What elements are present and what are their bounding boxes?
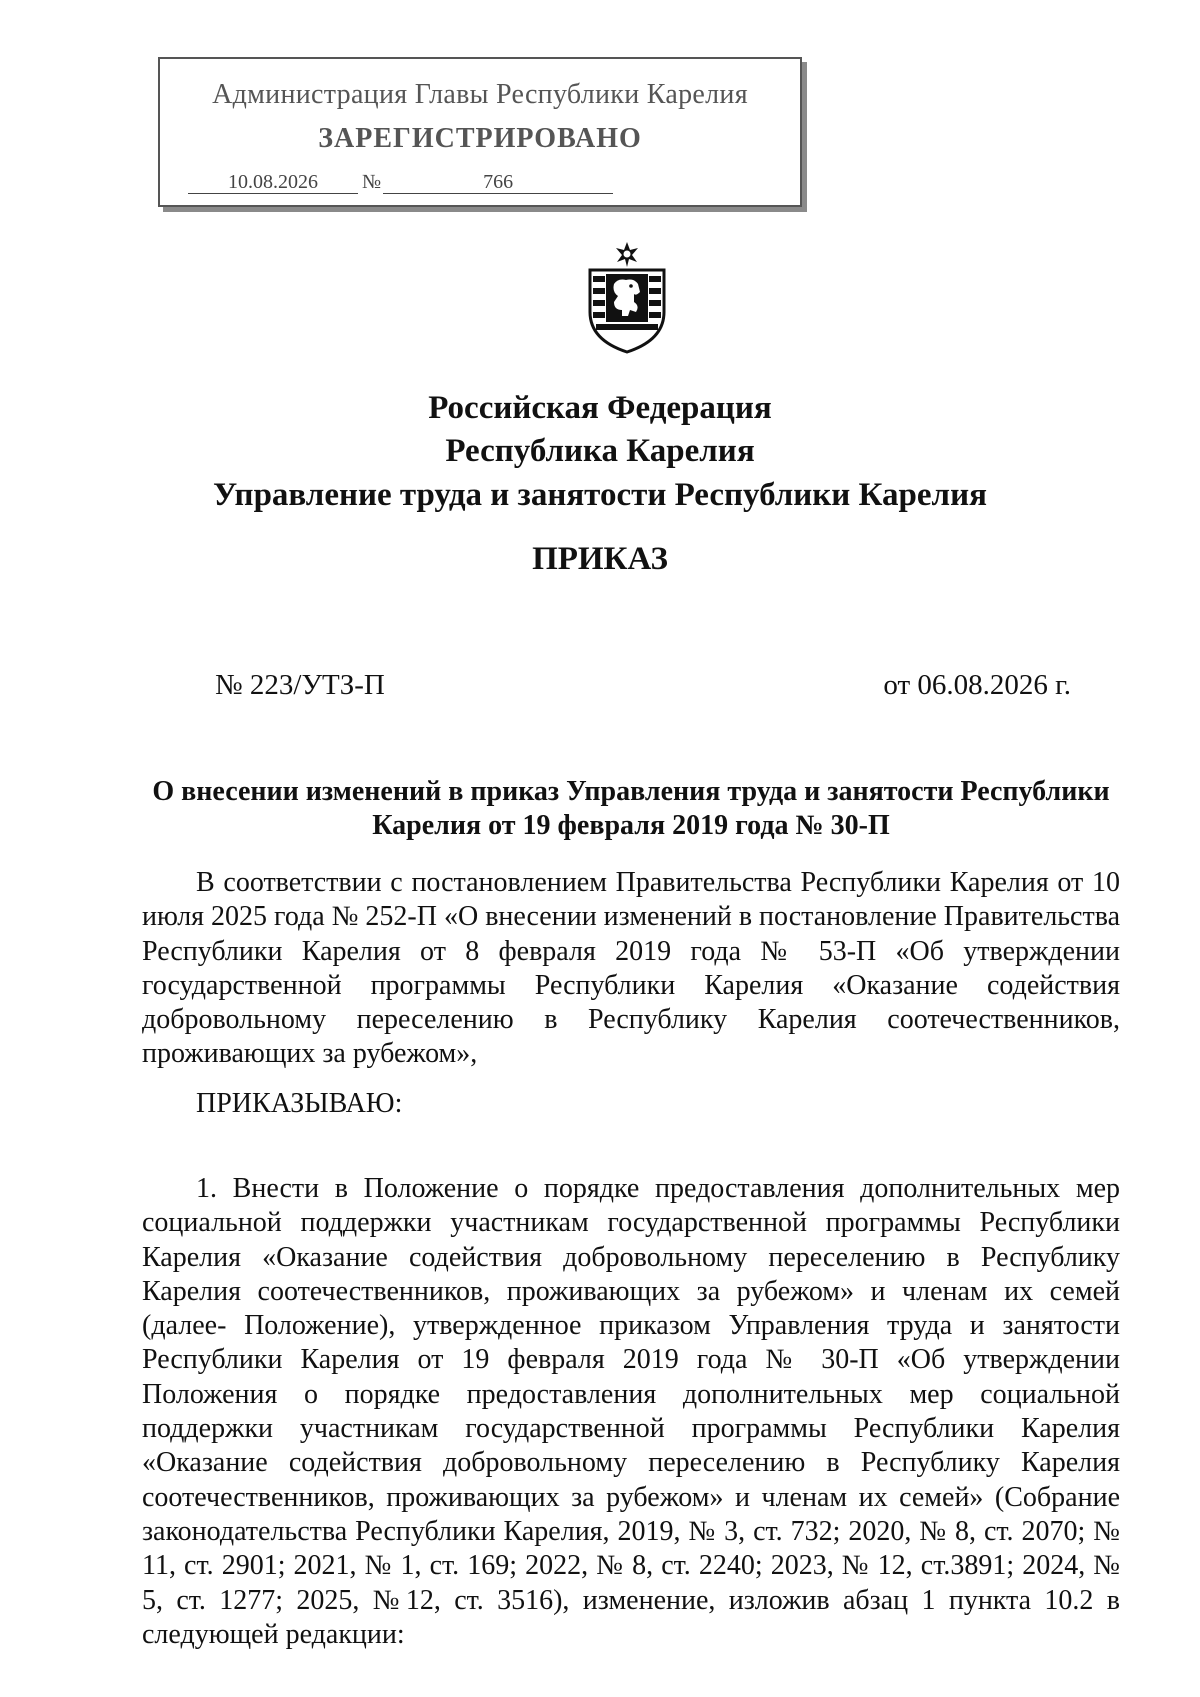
stamp-number: 766 <box>383 171 613 194</box>
header-region: Республика Карелия <box>445 433 755 469</box>
order-date: от 06.08.2026 г. <box>883 669 1071 701</box>
stamp-status: ЗАРЕГИСТРИРОВАНО <box>318 123 642 154</box>
stamp-organization: Администрация Главы Республики Карелия <box>212 79 748 110</box>
stamp-number-sign: № <box>362 171 382 193</box>
header-agency: Управление труда и занятости Республики Карелия <box>213 477 987 513</box>
order-number: № 223/УТЗ-П <box>215 669 385 701</box>
order-item-1: 1. Внести в Положение о порядке предоставления дополнительных мер социальной поддержки участникам государственной программы Республики Карелия «Оказание содействия добровольному переселению в Республику Карелия соотечественников, проживающих за рубежом» и членам их семей (далее- Положение), утвержденное приказом Управления труда и занятости Республики Карелия от 19 февраля 2019 года № 30-П «Об утверждении Положения о порядке предоставления дополнительных мер социальной поддержки участникам государственной программы Республики Карелия «Оказание содействия добровольному переселению в Республику Карелия соотечественников, проживающих за рубежом» и членам их семей» (Собрание законодательства Республики Карелия, 2019, № 3, ст. 732; 2020, № 8, ст. 2070; № 11, ст. 2901; 2021, № 1, ст. 169; 2022, № 8, ст. 2240; 2023, № 12, ст.3891; 2024, № 5, ст. 1277; 2025, №12, ст. 3516), изменение, изложив абзац 1 пункта 10.2 в следующей редакции: <box>142 1173 1120 1650</box>
stamp-date: 10.08.2026 <box>188 171 358 194</box>
document-type: ПРИКАЗ <box>532 541 668 577</box>
order-word: ПРИКАЗЫВАЮ: <box>196 1088 403 1119</box>
header-country: Российская Федерация <box>428 390 772 426</box>
preamble-paragraph: В соответствии с постановлением Правительства Республики Карелия от 10 июля 2025 года № 252-П «О внесении изменений в постановление Правительства Республики Карелия от 8 февраля 2019 года № 53-П «Об утверждении государственной программы Республики Карелия «Оказание содействия добровольному переселению в Республику Карелия соотечественников, проживающих за рубежом», <box>142 867 1121 1070</box>
stamp-registration-line <box>188 171 613 194</box>
order-subject: О внесении изменений в приказ Управления труда и занятости Республики Карелия от 19 февраля 2019 года № 30-П <box>152 776 1110 841</box>
karelia-coat-of-arms-icon <box>584 240 670 354</box>
registration-stamp <box>158 57 802 207</box>
